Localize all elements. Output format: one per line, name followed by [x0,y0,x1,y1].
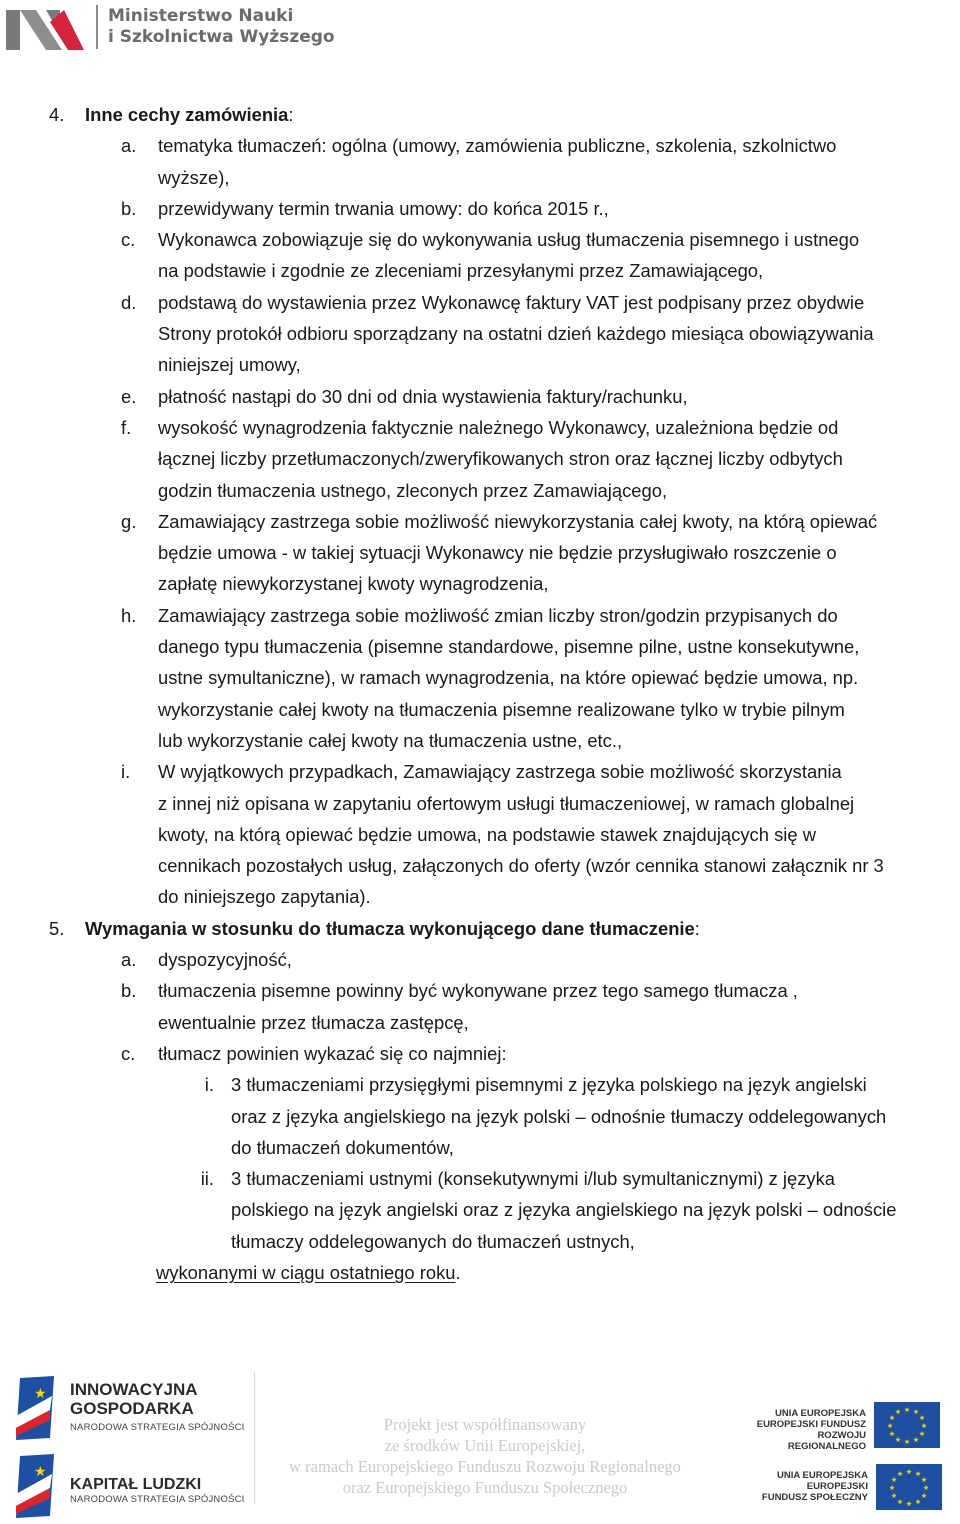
closing-underlined-text: wykonanymi w ciągu ostatniego roku [156,1261,456,1283]
svg-text:★: ★ [888,1414,896,1422]
list-item-letter: f. [121,416,132,438]
section-title: Wymagania w stosunku do tłumacza wykonującego dane tłumaczenie [85,917,695,939]
list-item-continuation: na podstawie i zgodnie ze zleceniami przesyłanymi przez Zamawiającego, [158,260,764,282]
eu-erdf-line3: ROZWOJU REGIONALNEGO [787,1430,866,1452]
list-item [0,287,960,318]
list-item-letter: g. [121,510,137,532]
svg-text:★: ★ [890,1492,898,1500]
list-item-continuation: niniejszej umowy, [158,354,301,376]
kapital-ludzki-flag-icon [14,1454,60,1518]
ig-title [70,1380,198,1418]
list-item-letter: c. [121,229,136,251]
list-item-text: podstawą do wystawienia przez Wykonawcę faktury VAT jest podpisany przez obydwie [158,291,865,313]
list-item-letter: a. [121,949,137,971]
list-item-continuation: kwoty, na którą opiewać będzie umowa, na podstawie stawek znajdujących się w [158,823,816,845]
section-heading [0,913,960,944]
kl-title: KAPITAŁ LUDZKI [70,1476,202,1493]
list-item-text: Wykonawca zobowiązuje się do wykonywania usług tłumaczenia pisemnego i ustnego [158,229,860,251]
list-item-text: Zamawiający zastrzega sobie możliwość zmian liczby stron/godzin przypisanych do [158,604,838,626]
svg-text:★: ★ [894,1436,902,1444]
list-item-continuation: Strony protokół odbioru sporządzany na ostatni dzień każdego miesiąca obowiązywania [158,323,874,345]
ministry-name-line2: i Szkolnictwa Wyższego [108,27,335,47]
svg-text:★: ★ [890,1476,898,1484]
closing-period: . [455,1261,461,1283]
section-title: Inne cechy zamówienia [85,104,289,125]
list-item-continuation: łącznej liczby przetłumaczonych/zweryfikowanych stron oraz łącznej liczby odbytych [158,448,843,470]
list-item-continuation: będzie umowa - w takiej sytuacji Wykonawcy nie będzie przysługiwało roszczenie o [158,542,837,564]
list-item [0,193,960,224]
ig-title-line1: INNOWACYJNA [70,1380,198,1399]
list-item [0,130,960,161]
svg-text:★: ★ [914,1470,922,1478]
section-title-line [85,104,294,125]
svg-text:★: ★ [894,1408,902,1416]
note-line-2: ze środków Unii Europejskiej, [384,1436,586,1455]
svg-text:★: ★ [920,1476,928,1484]
sub-item-numeral: ii. [200,1168,214,1190]
svg-text:★: ★ [886,1422,894,1430]
page-footer [0,1370,960,1520]
list-item-text: tłumaczenia pisemne powinny być wykonywane przez tego samego tłumacza , [158,980,798,1002]
section-title-colon: : [694,917,700,939]
list-item-letter: b. [121,197,137,219]
svg-text:★: ★ [903,1438,911,1446]
section-heading [0,99,960,130]
note-line-3: w ramach Europejskiego Funduszu Rozwoju Regionalnego [289,1457,681,1476]
svg-text:★: ★ [896,1470,904,1478]
section-title-line [85,918,700,939]
note-line-1: Projekt jest współfinansowany [383,1415,587,1434]
list-item [0,1038,960,1069]
list-item-continuation: ewentualnie przez tłumacza zastępcę, [158,1011,469,1033]
list-item-text: tłumacz powinien wykazać się co najmniej: [158,1042,507,1064]
ministry-name [108,6,335,48]
list-item-continuation: danego typu tłumaczenia (pisemne standardowe, pisemne pilne, ustne konsekutywne, [158,636,860,658]
svg-text:★: ★ [903,1406,911,1414]
list-item-letter: e. [121,385,137,407]
svg-text:★: ★ [920,1422,928,1430]
sub-item [0,1163,960,1194]
list-item-letter: i. [121,761,131,783]
section-number: 5. [49,917,65,939]
list-item-continuation: cennikach pozostałych usług, załączonych do oferty (wzór cennika stanowi załącznik nr 3 [158,855,884,877]
list-item-text: płatność nastąpi do 30 dni od dnia wystawienia faktury/rachunku, [158,385,688,407]
list-item [0,944,960,975]
svg-text:★: ★ [912,1436,920,1444]
list-item [0,600,960,631]
eu-esf-line2: EUROPEJSKI [806,1481,868,1492]
ministry-name-line1: Ministerstwo Nauki [108,6,294,26]
list-item-letter: h. [121,604,137,626]
eu-esf-line1: UNIA EUROPEJSKA [777,1470,868,1481]
document-body [0,99,960,1288]
header-divider [96,5,98,49]
sub-item-text: 3 tłumaczeniami ustnymi (konsekutywnymi i/lub symultanicznymi) z języka [231,1168,836,1190]
svg-text:★: ★ [34,1386,47,1402]
list-item-continuation: z innej niż opisana w zapytaniu ofertowym usługi tłumaczeniowej, w ramach globalnej [158,792,855,814]
list-item [0,756,960,787]
list-item-letter: c. [121,1042,136,1064]
ig-title-line2: GOSPODARKA [70,1399,194,1418]
sub-item-continuation: oraz z języka angielskiego na język polski – odnośnie tłumaczy oddelegowanych [231,1105,887,1127]
footer-divider [254,1372,255,1504]
sub-item-numeral: i. [204,1074,214,1096]
ministry-emblem-icon [6,4,84,50]
list-item-continuation: godzin tłumaczenia ustnego, zleconych przez Zamawiającego, [158,479,668,501]
cofinancing-note [260,1414,710,1498]
ministry-logo [6,2,335,52]
list-item-text: przewidywany termin trwania umowy: do końca 2015 r., [158,197,609,219]
list-item-continuation: lub wykorzystanie całej kwoty na tłumaczenia ustne, etc., [158,729,623,751]
sub-item-continuation: tłumaczy oddelegowanych do tłumaczeń ustnych, [231,1230,635,1252]
svg-text:★: ★ [34,1464,47,1480]
list-item-letter: d. [121,291,137,313]
list-item [0,975,960,1006]
svg-text:★: ★ [896,1498,904,1506]
svg-text:★: ★ [914,1498,922,1506]
svg-text:★: ★ [888,1484,896,1492]
eu-esf-line3: FUNDUSZ SPOŁECZNY [761,1492,868,1503]
list-item-text: wysokość wynagrodzenia faktycznie należnego Wykonawcy, uzależniona będzie od [158,416,839,438]
list-item-continuation: zapłatę niewykorzystanej kwoty wynagrodzenia, [158,573,549,595]
list-item-continuation: wyższe), [158,166,230,188]
eu-flag-icon [874,1402,940,1448]
eu-erdf-label [740,1408,866,1452]
list-item-continuation: wykorzystanie całej kwoty na tłumaczenia pisemne realizowane tylko w trybie pilnym [158,698,845,720]
sub-item-continuation: do tłumaczeń dokumentów, [231,1136,454,1158]
sub-item-text: 3 tłumaczeniami przysięgłymi pisemnymi z języka polskiego na język angielski [231,1074,867,1096]
list-item-text: Zamawiający zastrzega sobie możliwość niewykorzystania całej kwoty, na którą opiewać [158,510,878,532]
svg-text:★: ★ [922,1484,930,1492]
note-line-4: oraz Europejskiego Funduszu Społecznego [342,1478,628,1497]
list-item-text: tematyka tłumaczeń: ogólna (umowy, zamówienia publiczne, szkolenia, szkolnictwo [158,135,837,157]
svg-text:★: ★ [918,1414,926,1422]
list-item-text: dyspozycyjność, [158,949,292,971]
sub-item [0,1069,960,1100]
svg-text:★: ★ [905,1468,913,1476]
list-item-letter: b. [121,980,137,1002]
eu-flag-icon-2 [876,1464,942,1510]
eu-esf-label [740,1470,868,1503]
closing-line [156,1257,960,1288]
sub-item-continuation: polskiego na język angielski oraz z języka angielskiego na język polski – odnoście [231,1199,897,1221]
list-item [0,224,960,255]
svg-text:★: ★ [918,1430,926,1438]
eu-erdf-line2: EUROPEJSKI FUNDUSZ [756,1419,866,1430]
list-item-continuation: ustne symultaniczne), w ramach wynagrodzenia, na które opiewać będzie umowa, np. [158,667,859,689]
svg-text:★: ★ [888,1430,896,1438]
list-item-continuation: do niniejszego zapytania). [158,886,371,908]
kl-subtitle: NARODOWA STRATEGIA SPÓJNOŚCI [70,1494,245,1505]
svg-text:★: ★ [905,1500,913,1508]
section-number: 4. [49,104,65,125]
list-item-letter: a. [121,135,137,157]
list-item-text: W wyjątkowych przypadkach, Zamawiający zastrzega sobie możliwość skorzystania [158,761,842,783]
section-title-colon: : [288,104,294,125]
svg-text:★: ★ [920,1492,928,1500]
innowacyjna-gospodarka-flag-icon [14,1376,60,1440]
eu-erdf-line1: UNIA EUROPEJSKA [775,1408,866,1419]
list-item [0,381,960,412]
svg-text:★: ★ [912,1408,920,1416]
ig-subtitle: NARODOWA STRATEGIA SPÓJNOŚCI [70,1422,245,1433]
list-item [0,412,960,443]
list-item [0,506,960,537]
